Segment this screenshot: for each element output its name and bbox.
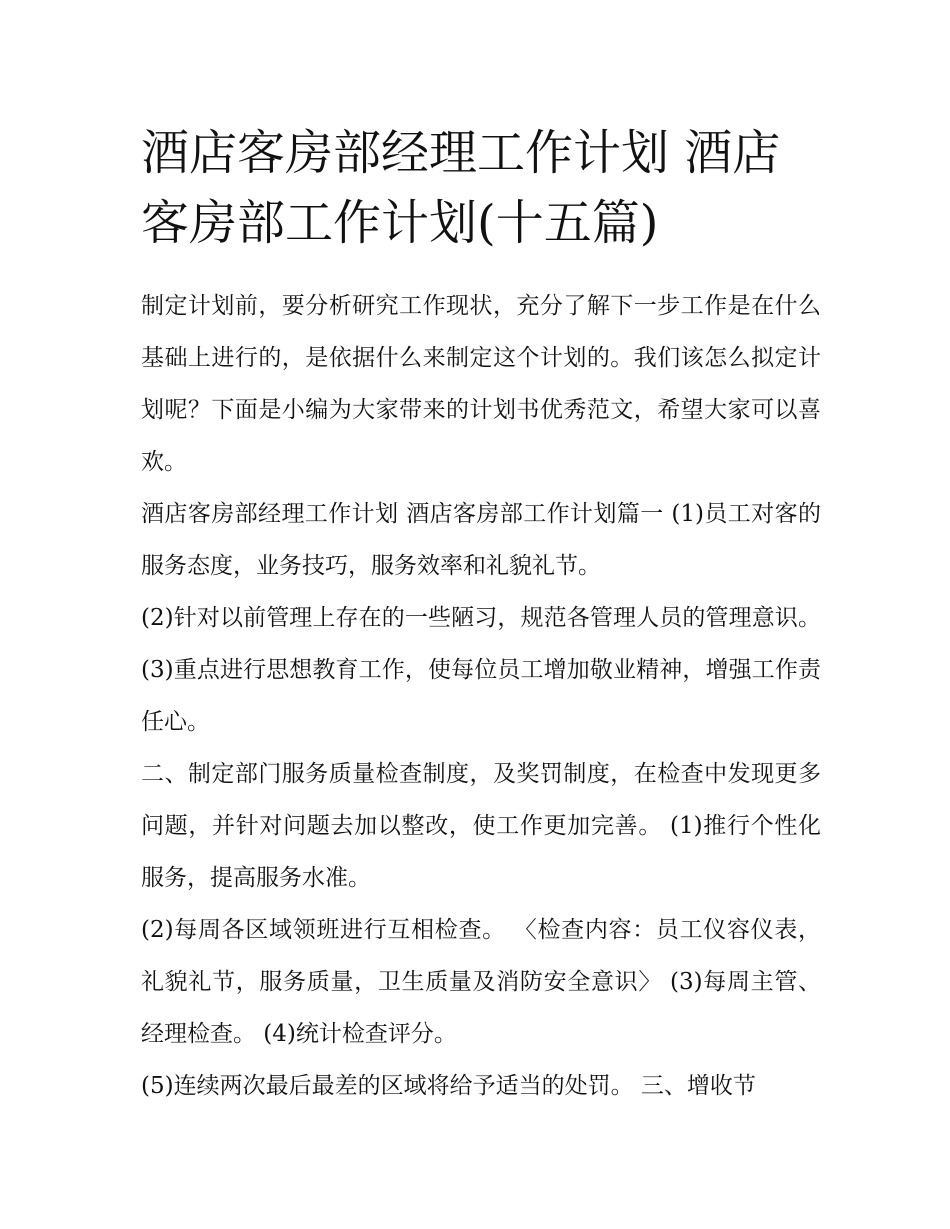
paragraph-4: (2)每周各区域领班进行互相检查。 〈检查内容：员工仪容仪表，礼貌礼节，服务质量，卫生质量及消防安全意识〉 (3)每周主管、经理检查。 (4)统计检查评分。 [141,917,821,1047]
paragraph-2: (2)针对以前管理上存在的一些陋习，规范各管理人员的管理意识。 (3)重点进行思想教育工作，使每位员工增加敬业精神，增强工作责任心。 [141,605,821,735]
paragraph-1: 酒店客房部经理工作计划 酒店客房部工作计划篇一 (1)员工对客的服务态度，业务技巧，服务效率和礼貌礼节。 [141,501,821,579]
paragraph-5: (5)连续两次最后最差的区域将给予适当的处罚。 三、增收节 [141,1073,756,1099]
paragraph-3: 二、制定部门服务质量检查制度，及奖罚制度，在检查中发现更多问题，并针对问题去加以整改，使工作更加完善。 (1)推行个性化服务，提高服务水准。 [141,761,821,891]
document-title: 酒店客房部经理工作计划 酒店客房部工作计划(十五篇) [141,125,781,251]
paragraph-intro: 制定计划前，要分析研究工作现状，充分了解下一步工作是在什么基础上进行的，是依据什么来制定这个计划的。我们该怎么拟定计划呢？下面是小编为大家带来的计划书优秀范文，希望大家可以喜欢。 [141,293,821,475]
document-body [141,118,821,1112]
